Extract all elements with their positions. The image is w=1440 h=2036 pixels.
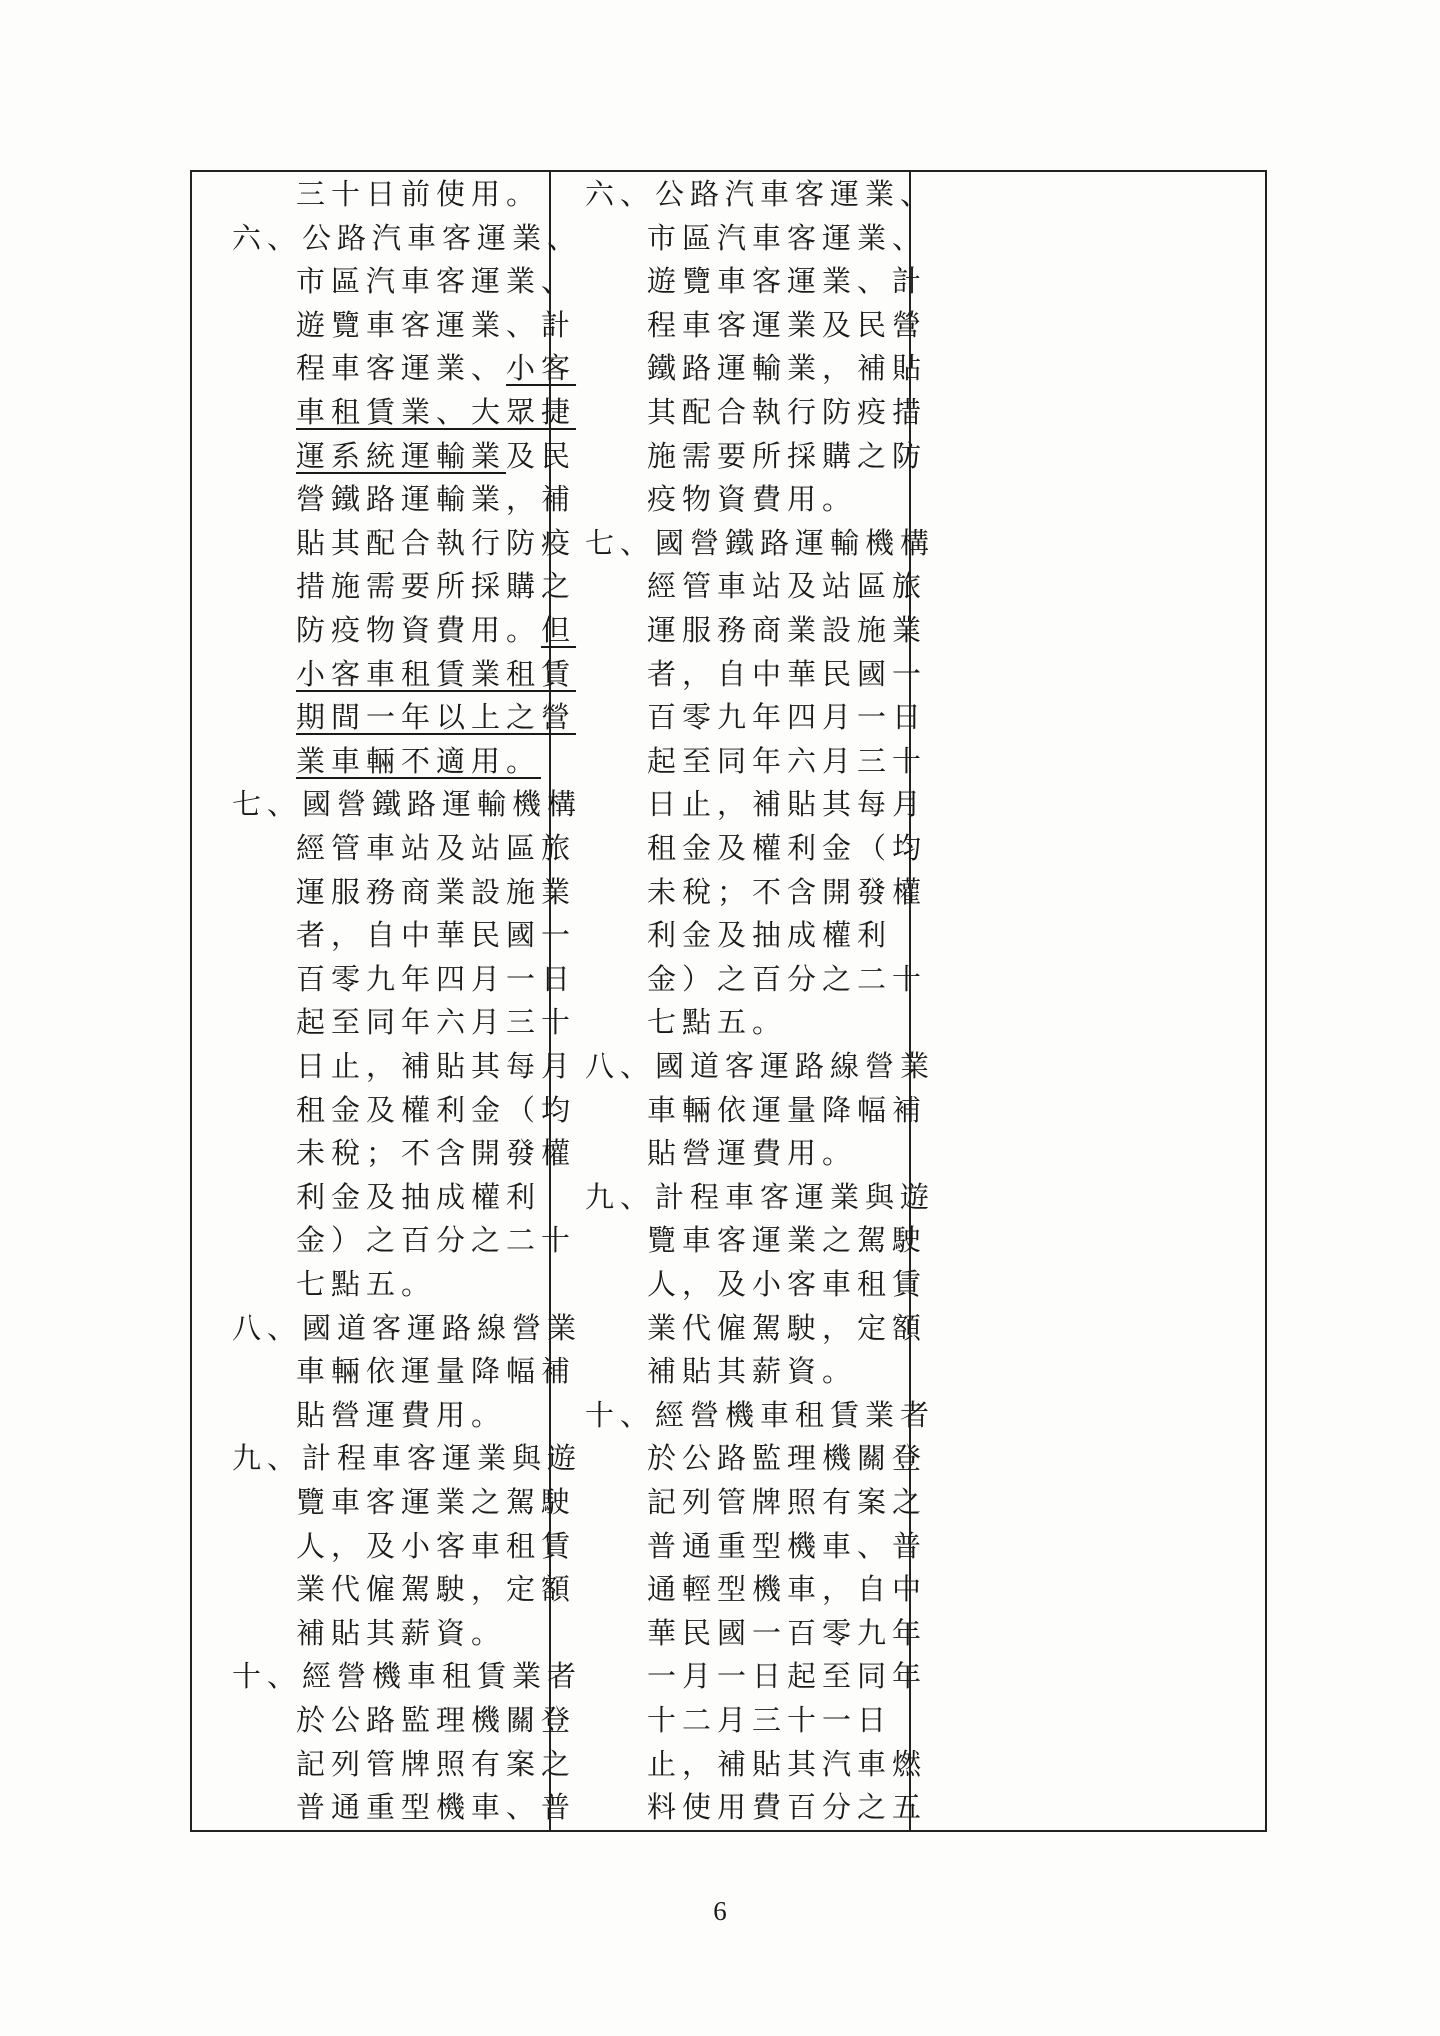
- text-segment: 貼營運費用。: [647, 1136, 858, 1171]
- text-segment: 其配合執行防疫措: [647, 395, 928, 429]
- text-segment: 百零九年四月一日: [647, 700, 928, 735]
- text-segment: 日止，補貼其每月: [647, 787, 928, 822]
- text-line: [647, 564, 927, 608]
- text-segment: 通輕型機車，自中: [647, 1572, 928, 1607]
- text-line: [296, 1611, 506, 1655]
- text-line: [296, 1524, 576, 1568]
- text-line: [647, 1567, 927, 1611]
- text-segment: 六、公路汽車客運業、: [585, 177, 936, 211]
- text-line: [296, 1393, 506, 1437]
- text-line: [296, 957, 576, 1001]
- text-segment: 程車客運業、: [296, 351, 507, 386]
- text-segment: 補貼其薪資。: [647, 1354, 858, 1389]
- text-line: [296, 1567, 576, 1611]
- text-segment: 遊覽車客運業、計: [296, 307, 577, 342]
- text-line: [585, 1044, 935, 1088]
- underlined-text: 小客車租賃業租賃: [296, 656, 577, 691]
- text-line: [232, 216, 582, 260]
- text-segment: 記列管牌照有案之: [647, 1485, 928, 1519]
- text-line: [647, 1218, 927, 1262]
- text-line: [647, 1349, 857, 1393]
- text-line: [232, 1306, 582, 1350]
- text-line: [585, 521, 935, 565]
- text-line: [296, 1175, 541, 1219]
- text-line: [296, 1218, 576, 1262]
- text-line: [647, 1698, 892, 1742]
- text-segment: 十二月三十一日: [647, 1703, 893, 1737]
- text-segment: 遊覽車客運業、計: [647, 264, 928, 299]
- text-segment: 七、國營鐵路運輸機構: [232, 787, 583, 822]
- text-line: [647, 1088, 927, 1132]
- text-line: [296, 1742, 576, 1786]
- text-line: [585, 1393, 935, 1437]
- text-line: [647, 1000, 787, 1044]
- text-segment: 金）之百分之二十: [647, 961, 928, 996]
- text-segment: 者，自中華民國一: [296, 918, 577, 953]
- text-line: [647, 870, 927, 914]
- text-line: [647, 652, 927, 696]
- text-segment: 貼營運費用。: [296, 1397, 507, 1432]
- text-line: [647, 957, 927, 1001]
- text-line: [296, 870, 576, 914]
- text-line: [647, 1654, 927, 1698]
- text-segment: 日止，補貼其每月: [296, 1049, 577, 1083]
- text-segment: 人，及小客車租賃: [647, 1267, 928, 1301]
- text-line: [647, 1436, 927, 1480]
- text-line: [296, 1088, 576, 1132]
- text-line: [296, 1785, 576, 1829]
- text-line: [296, 695, 576, 739]
- text-segment: 未稅；不含開發權: [296, 1136, 577, 1171]
- text-segment: 程車客運業及民營: [647, 307, 928, 342]
- text-line: [296, 913, 576, 957]
- text-line: [647, 346, 927, 390]
- text-segment: 租金及權利金（均: [647, 831, 928, 865]
- text-line: [296, 826, 576, 870]
- text-line: [647, 608, 927, 652]
- text-line: [647, 1785, 927, 1829]
- text-segment: 於公路監理機關登: [296, 1703, 577, 1737]
- text-segment: 七點五。: [647, 1005, 788, 1040]
- text-line: [647, 739, 927, 783]
- text-segment: 運服務商業設施業: [296, 874, 577, 909]
- text-line: [647, 434, 927, 478]
- text-line: [296, 1349, 576, 1393]
- text-segment: 料使用費百分之五: [647, 1790, 928, 1825]
- text-segment: 施需要所採購之防: [647, 438, 928, 473]
- text-line: [647, 216, 927, 260]
- text-segment: 華民國一百零九年: [647, 1615, 928, 1650]
- text-line: [647, 303, 927, 347]
- text-segment: 起至同年六月三十: [647, 743, 928, 778]
- text-line: [296, 1044, 576, 1088]
- text-segment: 貼其配合執行防疫: [296, 525, 577, 560]
- text-line: [647, 390, 927, 434]
- text-segment: 於公路監理機關登: [647, 1441, 928, 1476]
- text-segment: 運服務商業設施業: [647, 613, 928, 647]
- text-segment: 營鐵路運輸業，補: [296, 482, 577, 517]
- text-line: [232, 1654, 582, 1698]
- text-line: [296, 303, 576, 347]
- text-line: [647, 695, 927, 739]
- text-line: [296, 434, 576, 478]
- text-segment: 防疫物資費用。: [296, 613, 542, 647]
- text-line: [647, 1524, 927, 1568]
- text-segment: 七點五。: [296, 1267, 437, 1301]
- text-line: [647, 1131, 857, 1175]
- explanation-column: [911, 172, 1267, 1830]
- text-segment: 起至同年六月三十: [296, 1005, 577, 1040]
- underlined-text: 業車輛不適用。: [296, 743, 542, 778]
- text-line: [647, 477, 857, 521]
- amended-text-column: [192, 172, 583, 1830]
- underlined-text: 期間一年以上之營: [296, 700, 577, 735]
- text-segment: 覽車客運業之駕駛: [647, 1223, 928, 1258]
- text-segment: 車輛依運量降幅補: [296, 1354, 577, 1389]
- text-segment: 記列管牌照有案之: [296, 1746, 577, 1781]
- text-segment: 一月一日起至同年: [647, 1659, 928, 1694]
- text-segment: 鐵路運輸業，補貼: [647, 351, 928, 386]
- text-segment: 市區汽車客運業、: [296, 264, 577, 299]
- text-segment: 措施需要所採購之: [296, 569, 577, 604]
- text-line: [296, 1262, 436, 1306]
- text-segment: 止，補貼其汽車燃: [647, 1746, 928, 1781]
- text-line: [647, 826, 927, 870]
- text-segment: 八、國道客運路線營業: [232, 1310, 583, 1345]
- current-text-column: [551, 172, 936, 1830]
- text-segment: 九、計程車客運業與遊: [585, 1179, 936, 1214]
- text-segment: 十、經營機車租賃業者: [585, 1397, 936, 1432]
- text-segment: 未稅；不含開發權: [647, 874, 928, 909]
- text-line: [296, 259, 576, 303]
- text-line: [296, 1000, 576, 1044]
- text-segment: 市區汽車客運業、: [647, 220, 928, 255]
- text-line: [647, 782, 927, 826]
- text-line: [296, 390, 576, 434]
- text-segment: 者，自中華民國一: [647, 656, 928, 691]
- text-segment: 經管車站及站區旅: [647, 569, 928, 604]
- text-line: [232, 782, 582, 826]
- text-line: [296, 521, 576, 565]
- underlined-text: 車租賃業、大眾捷: [296, 395, 577, 429]
- text-segment: 業代僱駕駛，定額: [296, 1572, 577, 1607]
- text-segment: 金）之百分之二十: [296, 1223, 577, 1258]
- text-line: [232, 1436, 582, 1480]
- text-segment: 百零九年四月一日: [296, 961, 577, 996]
- text-segment: 疫物資費用。: [647, 482, 858, 517]
- underlined-text: 運系統運輸業: [296, 438, 507, 473]
- comparison-table: [190, 170, 1267, 1832]
- text-line: [647, 1742, 927, 1786]
- text-segment: 利金及抽成權利: [647, 918, 893, 953]
- text-segment: 業代僱駕駛，定額: [647, 1310, 928, 1345]
- text-segment: 九、計程車客運業與遊: [232, 1441, 583, 1476]
- page-number: 6: [713, 1896, 727, 1926]
- text-line: [647, 1306, 927, 1350]
- text-line: [296, 564, 576, 608]
- text-line: [296, 608, 576, 652]
- text-segment: 普通重型機車、普: [296, 1790, 577, 1825]
- text-segment: 十、經營機車租賃業者: [232, 1659, 583, 1694]
- text-segment: 六、公路汽車客運業、: [232, 220, 583, 255]
- text-line: [296, 1131, 576, 1175]
- text-segment: 利金及抽成權利: [296, 1179, 542, 1214]
- text-line: [296, 477, 576, 521]
- text-line: [296, 346, 576, 390]
- text-segment: 及民: [506, 438, 577, 473]
- text-line: [585, 1175, 935, 1219]
- text-line: [296, 1480, 576, 1524]
- text-line: [647, 259, 927, 303]
- text-segment: 補貼其薪資。: [296, 1615, 507, 1650]
- text-segment: 覽車客運業之駕駛: [296, 1485, 577, 1519]
- text-line: [647, 913, 892, 957]
- text-segment: 人，及小客車租賃: [296, 1528, 577, 1563]
- text-segment: 普通重型機車、普: [647, 1528, 928, 1563]
- text-line: [647, 1611, 927, 1655]
- underlined-text: 但: [541, 613, 577, 647]
- text-segment: 租金及權利金（均: [296, 1092, 577, 1127]
- text-line: [296, 1698, 576, 1742]
- text-line: [296, 739, 541, 783]
- underlined-text: 小客: [506, 351, 577, 386]
- text-segment: 三十日前使用。: [296, 177, 542, 211]
- text-line: [647, 1262, 927, 1306]
- text-segment: 八、國道客運路線營業: [585, 1049, 936, 1083]
- text-line: [585, 172, 935, 216]
- text-line: [296, 172, 541, 216]
- text-line: [647, 1480, 927, 1524]
- text-line: [296, 652, 576, 696]
- text-segment: 七、國營鐵路運輸機構: [585, 525, 936, 560]
- text-segment: 車輛依運量降幅補: [647, 1092, 928, 1127]
- text-segment: 經管車站及站區旅: [296, 831, 577, 865]
